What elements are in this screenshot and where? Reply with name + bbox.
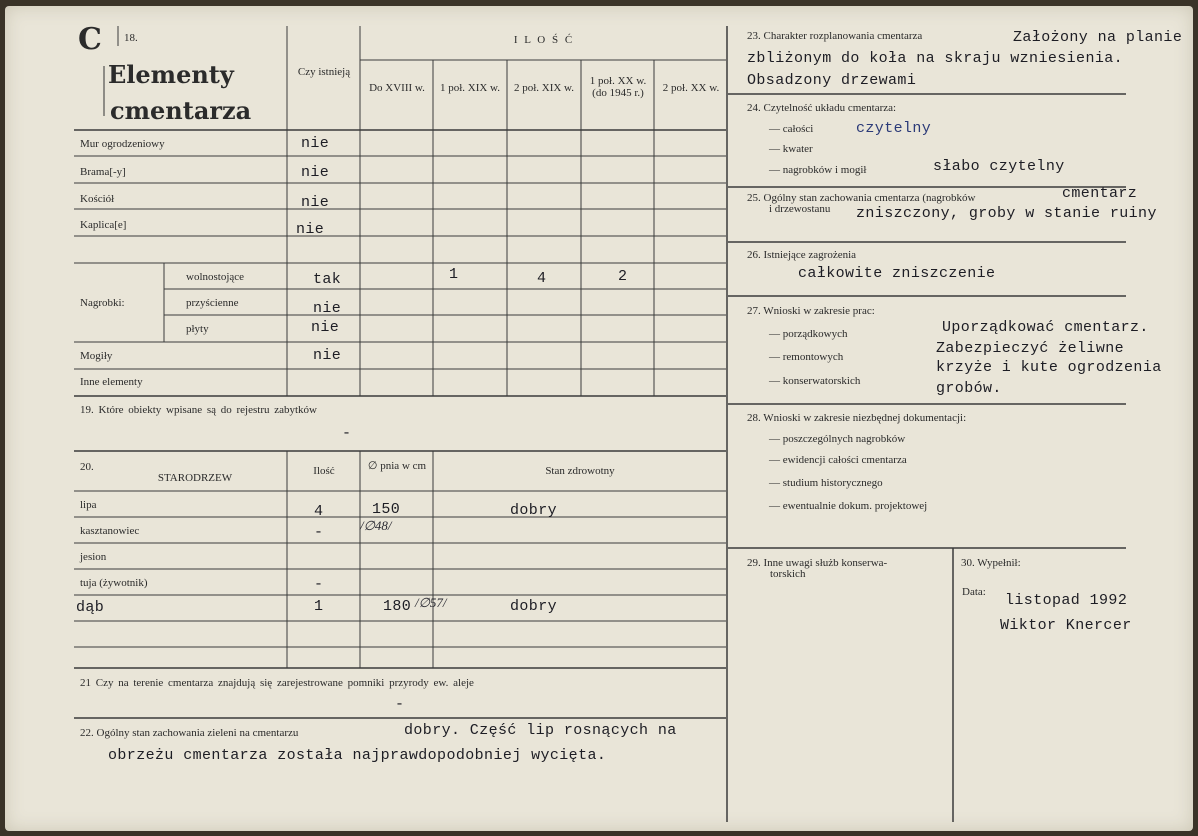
s30-date-value: listopad 1992 [1005,592,1128,609]
s25-value-line2: zniszczony, groby w stanie ruiny [856,205,1157,222]
s21-value: - [395,696,405,713]
row-label-wall-mounted: przyścienne [186,297,239,309]
tree-name-tuja: tuja (żywotnik) [80,577,148,589]
s27-value-line4: grobów. [936,380,1002,397]
row-label-graves: Mogiły [80,350,113,362]
s24-value-nagrobkow: słabo czytelny [933,158,1065,175]
s19-label: 19. Które obiekty wpisane są do rejestru zabytków [80,404,317,416]
s24-label: 24. Czytelność układu cmentarza: [747,102,897,114]
s25-value-line1: cmentarz [1062,185,1138,202]
tree-name-dab: dąb [76,599,105,616]
s22-value-line2: obrzeżu cmentarza została najprawdopodobniej wycięta. [108,747,607,764]
tree-name-jesion: jesion [80,551,107,563]
s30-label: 30. Wypełnił: [961,557,1021,569]
exists-slabs: nie [311,319,340,336]
s23-value-line3: Obsadzony drzewami [747,72,917,89]
row-label-other: Inne elementy [80,376,143,388]
s27-value-line2: Zabezpieczyć żeliwne [936,340,1125,357]
exists-gate: nie [301,164,330,181]
period-header-2: 1 poł. XIX w. [439,82,501,94]
col-exists-header: Czy istnieją [297,66,351,78]
tree-name-kasztanowiec: kasztanowiec [80,525,140,537]
s21-label: 21 Czy na terenie cmentarza znajdują się zarejestrowane pomniki przyrody ew. aleje [80,677,474,689]
s20-col-health: Stan zdrowotny [545,465,615,477]
s26-label: 26. Istniejące zagrożenia [747,249,857,261]
tombstones-label: Nagrobki: [80,297,125,309]
tree-diam-lipa: 150 [372,501,401,518]
col-quantity-header: I L O Ś Ć [513,34,575,46]
s26-value: całkowite zniszczenie [798,265,996,282]
tree-health-dab: dobry [510,598,558,615]
exists-chapel: nie [296,221,325,238]
s25-label-line2: i drzewostanu [769,203,831,215]
period-header-1: Do XVIII w. [369,82,425,94]
s28-item-1: — poszczególnych nagrobków [769,433,906,445]
s27-value-line3: krzyże i kute ogrodzenia [936,359,1162,376]
s22-value-line1: dobry. Część lip rosnących na [404,722,677,739]
period-header-5: 2 poł. XX w. [662,82,720,94]
s23-label: 23. Charakter rozplanowania cmentarza [747,30,923,42]
tree-health-lipa: dobry [510,502,558,519]
row-label-freestanding: wolnostojące [186,271,245,283]
title-line-2: cmentarza [110,96,252,125]
exists-wall-mounted: nie [313,300,342,317]
s29-label-line2: torskich [770,568,806,580]
s28-item-3: — studium historycznego [769,477,883,489]
s27-item-porzadkowych: — porządkowych [769,328,848,340]
s22-label: 22. Ogólny stan zachowania zieleni na cmentarzu [80,727,299,739]
s20-number: 20. [80,461,94,473]
card-letter: C [78,22,102,57]
s28-label: 28. Wnioski w zakresie niezbędnej dokumentacji: [747,412,967,424]
row-label-chapel: Kaplica[e] [80,219,127,231]
row-label-wall: Mur ogrodzeniowy [80,138,165,150]
exists-wall: nie [301,135,330,152]
period-header-3: 2 poł. XIX w. [513,82,575,94]
s24-item-calosci: — całości [769,123,814,135]
section-number-18: 18. [124,32,138,44]
row-label-slabs: płyty [186,323,209,335]
s20-col-diameter: ∅ pnia w cm [367,460,427,472]
s30-author: Wiktor Knercer [1000,617,1132,634]
s20-col-qty: Ilość [313,465,335,477]
title-line-1: Elementy [108,60,234,89]
s24-item-kwater: — kwater [769,143,813,155]
s23-value-line1: Założony na planie [1013,29,1183,46]
tree-qty-lipa: 4 [314,503,324,520]
qty-freestanding-xix1: 1 [449,266,459,283]
s27-item-konserwatorskich: — konserwatorskich [769,375,861,387]
tree-name-lipa: lipa [80,499,97,511]
s20-header: STARODRZEW [157,472,233,484]
exists-church: nie [301,194,330,211]
s19-value: - [342,425,352,442]
tree-qty-dab: 1 [314,598,324,615]
row-label-church: Kościół [80,193,115,205]
exists-freestanding: tak [313,271,342,288]
s23-value-line2: zbliżonym do koła na skraju wzniesienia. [747,50,1124,67]
s27-item-remontowych: — remontowych [769,351,844,363]
s27-value-line1: Uporządkować cmentarz. [942,319,1149,336]
row-label-gate: Brama[-y] [80,166,126,178]
s24-item-nagrobkow: — nagrobków i mogił [769,164,867,176]
qty-freestanding-xx1: 2 [618,268,628,285]
period-header-4: 1 poł. XX w. (do 1945 r.) [589,75,647,99]
s24-value-calosci: czytelny [856,120,932,137]
tree-diam-kasztanowiec: /∅48/ [360,518,392,533]
s29-label-line1: 29. Inne uwagi służb konserwa- [747,557,888,569]
s28-item-2: — ewidencji całości cmentarza [769,454,907,466]
tree-qty-kasztanowiec: - [314,524,324,541]
tree-diam-dab: 180 [383,598,412,615]
exists-graves: nie [313,347,342,364]
s28-item-4: — ewentualnie dokum. projektowej [769,500,928,512]
tree-qty-tuja: - [314,576,324,593]
s30-date-label: Data: [962,586,986,598]
tree-diam-note-dab: /∅57/ [415,595,447,610]
qty-freestanding-xix2: 4 [537,270,547,287]
s25-label-line1: 25. Ogólny stan zachowania cmentarza (nagrobków [747,192,976,204]
s27-label: 27. Wnioski w zakresie prac: [747,305,875,317]
